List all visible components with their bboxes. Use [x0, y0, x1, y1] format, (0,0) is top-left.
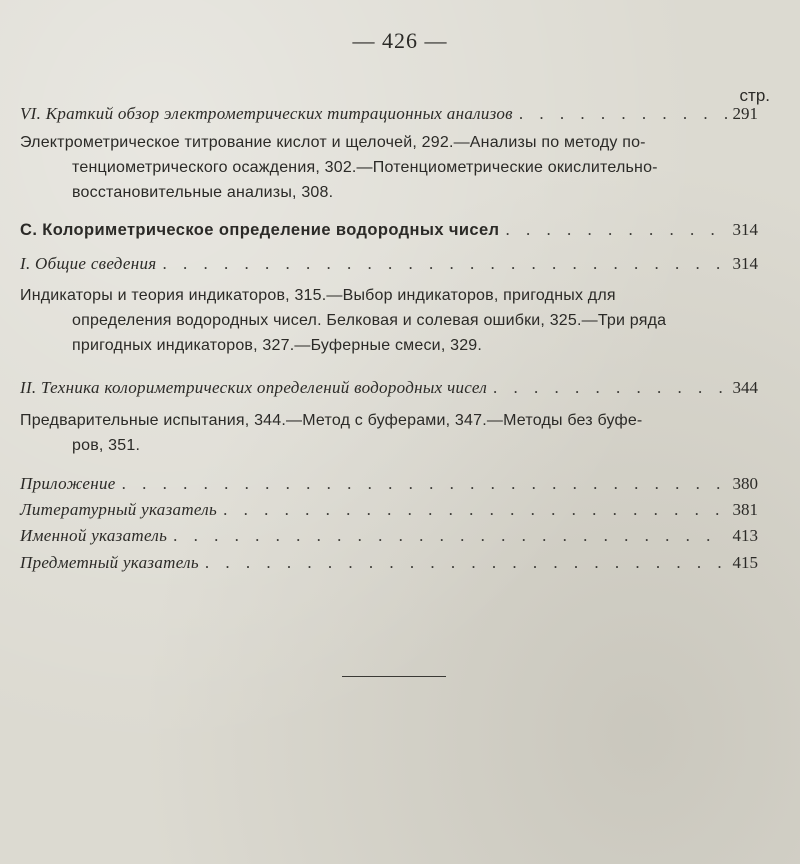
toc-entry-title: VI. Краткий обзор электрометрических титрационных анализов: [20, 104, 513, 123]
subtext-line: Предварительные испытания, 344.—Метод с буферами, 347.—Методы без буфе-: [20, 412, 643, 429]
toc-subtext-i: [20, 283, 725, 358]
toc-entry-literature-index: [20, 500, 758, 520]
toc-entry-c: [20, 220, 758, 240]
leader-dots: [162, 254, 726, 274]
subtext-line: определения водородных чисел. Белковая и солевая ошибки, 325.—Три ряда: [72, 312, 667, 329]
leader-dots: [205, 553, 727, 573]
toc-entry-title: Предметный указатель: [20, 553, 199, 572]
toc-entry-page: 415: [732, 553, 758, 572]
toc-entry-page: 291: [732, 104, 758, 123]
end-rule: [342, 676, 446, 677]
toc-entry-i: [20, 254, 758, 274]
toc-entry-title: I. Общие сведения: [20, 254, 157, 273]
toc-entry-page: 344: [732, 378, 758, 397]
leader-dots: [505, 220, 726, 240]
leader-dots: [493, 378, 726, 398]
toc-entry-title: C. Колориметрическое определение водородных чисел: [20, 221, 500, 239]
subtext-line: восстановительные анализы, 308.: [72, 184, 334, 201]
leader-dots: [223, 500, 726, 520]
leader-dots: [173, 526, 726, 546]
page-column-label: стр.: [739, 86, 770, 105]
toc-subtext-ii: [20, 408, 725, 458]
page-number: — 426 —: [352, 28, 448, 53]
toc-entry-title: Именной указатель: [20, 526, 168, 545]
leader-dots: [122, 474, 727, 494]
toc-entry-name-index: [20, 526, 758, 546]
toc-entry-page: 314: [732, 220, 758, 239]
subtext-line: тенциометрического осаждения, 302.—Потенциометрические окислительно-: [72, 159, 658, 176]
toc-entry-ii: [20, 378, 758, 398]
toc-entry-title: II. Техника колориметрических определений водородных чисел: [20, 378, 488, 397]
subtext-line: Электрометрическое титрование кислот и щелочей, 292.—Анализы по методу по-: [20, 134, 646, 151]
toc-entry-title: Литературный указатель: [20, 500, 218, 519]
subtext-line: Индикаторы и теория индикаторов, 315.—Выбор индикаторов, пригодных для: [20, 287, 616, 304]
toc-entry-vi: [20, 104, 758, 124]
leader-dots: [519, 104, 727, 124]
toc-entry-page: 413: [732, 526, 758, 545]
subtext-line: ров, 351.: [72, 437, 141, 454]
toc-entry-title: Приложение: [20, 474, 116, 493]
toc-entry-appendix: [20, 474, 758, 494]
toc-entry-page: 381: [732, 500, 758, 519]
toc-entry-subject-index: [20, 553, 758, 573]
toc-subtext-vi: [20, 130, 725, 205]
subtext-line: пригодных индикаторов, 327.—Буферные смеси, 329.: [72, 337, 483, 354]
toc-entry-page: 314: [732, 254, 758, 273]
toc-entry-page: 380: [732, 474, 758, 493]
